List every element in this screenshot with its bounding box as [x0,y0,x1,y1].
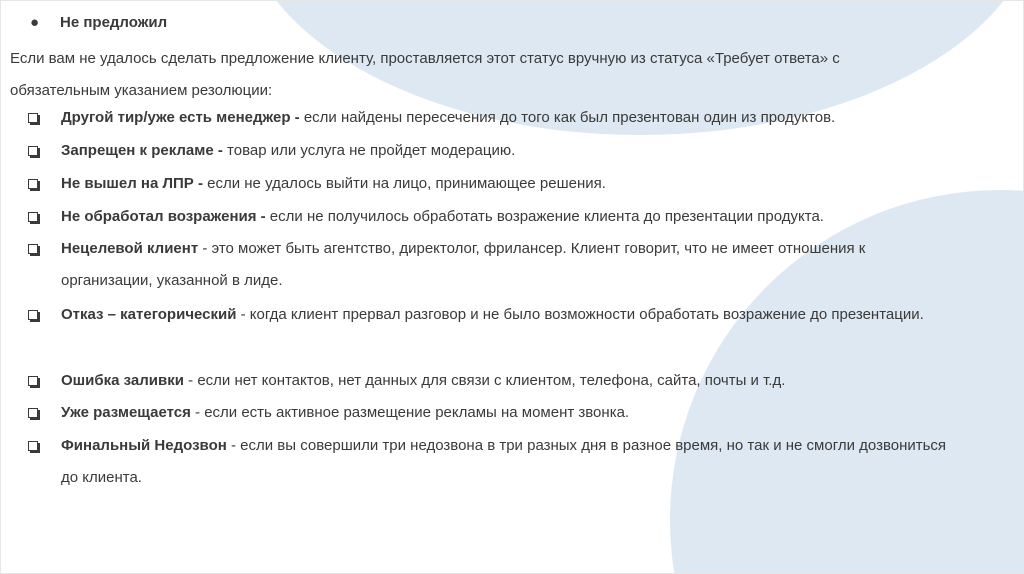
checkbox-bullet-icon [28,244,38,254]
list-item-term: Ошибка заливки [61,372,184,389]
checkbox-bullet-icon [28,310,38,320]
list-item-term: Уже размещается [61,404,191,421]
list-item-description: товар или услуга не пройдет модерацию. [222,142,516,159]
list-item-term: Отказ – категорический [61,306,237,323]
checkbox-bullet-icon [28,376,38,386]
list-item-text [61,430,961,494]
checkbox-bullet-icon [28,179,38,189]
checkbox-bullet-icon [28,408,38,418]
list-item-text [61,299,961,331]
checkbox-bullet-icon [28,212,38,222]
list-item-description: если найдены пересечения до того как был презентован один из продуктов. [299,109,836,126]
list-item-term: Финальный Недозвон [61,437,227,454]
list-item-description: если не получилось обработать возражение клиента до презентации продукта. [265,208,824,225]
list-item-description: если не удалось выйти на лицо, принимающее решения. [202,175,606,192]
list-item-text [61,201,961,233]
list-item-term: Другой тир/уже есть менеджер - [61,109,300,126]
list-item-text [61,135,961,167]
list-item-text [61,365,961,397]
list-item-term: Не вышел на ЛПР - [61,175,203,192]
list-item-term: Не обработал возражения - [61,208,266,225]
heading-title: Не предложил [60,14,168,31]
list-item-description: - когда клиент прервал разговор и не было возможности обработать возражение до презентации. [236,306,924,323]
checkbox-bullet-icon [28,113,38,123]
list-item-term: Запрещен к рекламе - [61,142,223,159]
list-item-description: - если нет контактов, нет данных для связи с клиентом, телефона, сайта, почты и т.д. [183,372,786,389]
list-item-text [61,233,961,297]
list-item-description: - если есть активное размещение рекламы на момент звонка. [190,404,630,421]
list-item-text [61,397,961,429]
intro-paragraph: Если вам не удалось сделать предложение клиенту, проставляется этот статус вручную из статуса «Требует ответа» с обязательным указанием резолюции: [10,50,840,99]
checkbox-bullet-icon [28,146,38,156]
list-item-description: - это может быть агентство, директолог, фрилансер. Клиент говорит, что не имеет отношения к организации, указанной в лиде. [61,240,866,289]
list-item-text [61,168,961,200]
list-item-text [61,102,961,134]
checkbox-bullet-icon [28,441,38,451]
bullet-icon: ● [30,14,40,31]
list-item-term: Нецелевой клиент [61,240,199,257]
list-item-description: - если вы совершили три недозвона в три разных дня в разное время, но так и не смогли дозвониться до клиента. [61,437,947,486]
